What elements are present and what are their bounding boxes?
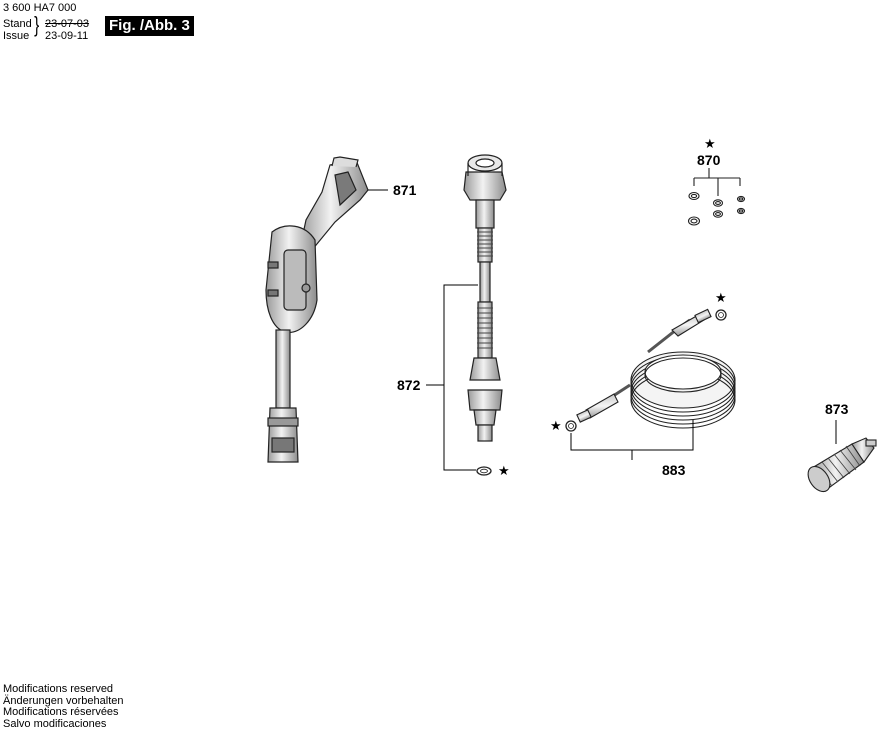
- star-icon: ★: [550, 418, 562, 433]
- issue-label: Issue: [3, 30, 30, 42]
- part-label-873: 873: [825, 401, 849, 417]
- footer-line-fr: Modifications réservées: [3, 706, 119, 718]
- figure-label: Fig. /Abb. 3: [105, 16, 194, 36]
- o-ring-hose-lower: [566, 421, 576, 431]
- part-label-870: 870: [697, 152, 721, 168]
- modifications-notice: [3, 684, 123, 730]
- part-label-871: 871: [393, 182, 417, 198]
- star-icon: ★: [704, 136, 716, 151]
- part-label-872: 872: [397, 377, 421, 393]
- o-ring-hose-upper: [716, 310, 726, 320]
- star-icon: ★: [498, 463, 510, 478]
- issue-date: 23-09-11: [45, 30, 89, 42]
- footer-line-es: Salvo modificaciones: [3, 717, 107, 730]
- leader-lines-883: [571, 420, 693, 460]
- document-number: 3 600 HA7 000: [3, 2, 77, 14]
- brace-icon: }: [34, 12, 40, 37]
- stand-label: Stand: [3, 18, 32, 30]
- o-ring-872: [477, 467, 491, 475]
- footer-line-de: Änderungen vorbehalten: [3, 694, 124, 707]
- star-icon: ★: [715, 290, 727, 305]
- hose-part: [577, 309, 735, 428]
- nozzle-part: [804, 438, 876, 496]
- part-label-883: 883: [662, 462, 686, 478]
- trigger-gun-part: [266, 157, 368, 462]
- o-ring-set-part: [689, 168, 745, 225]
- stand-date: 23-07-03: [45, 18, 90, 30]
- footer-line-en: Modifications reserved: [3, 683, 114, 695]
- extension-lance-part: [464, 155, 506, 441]
